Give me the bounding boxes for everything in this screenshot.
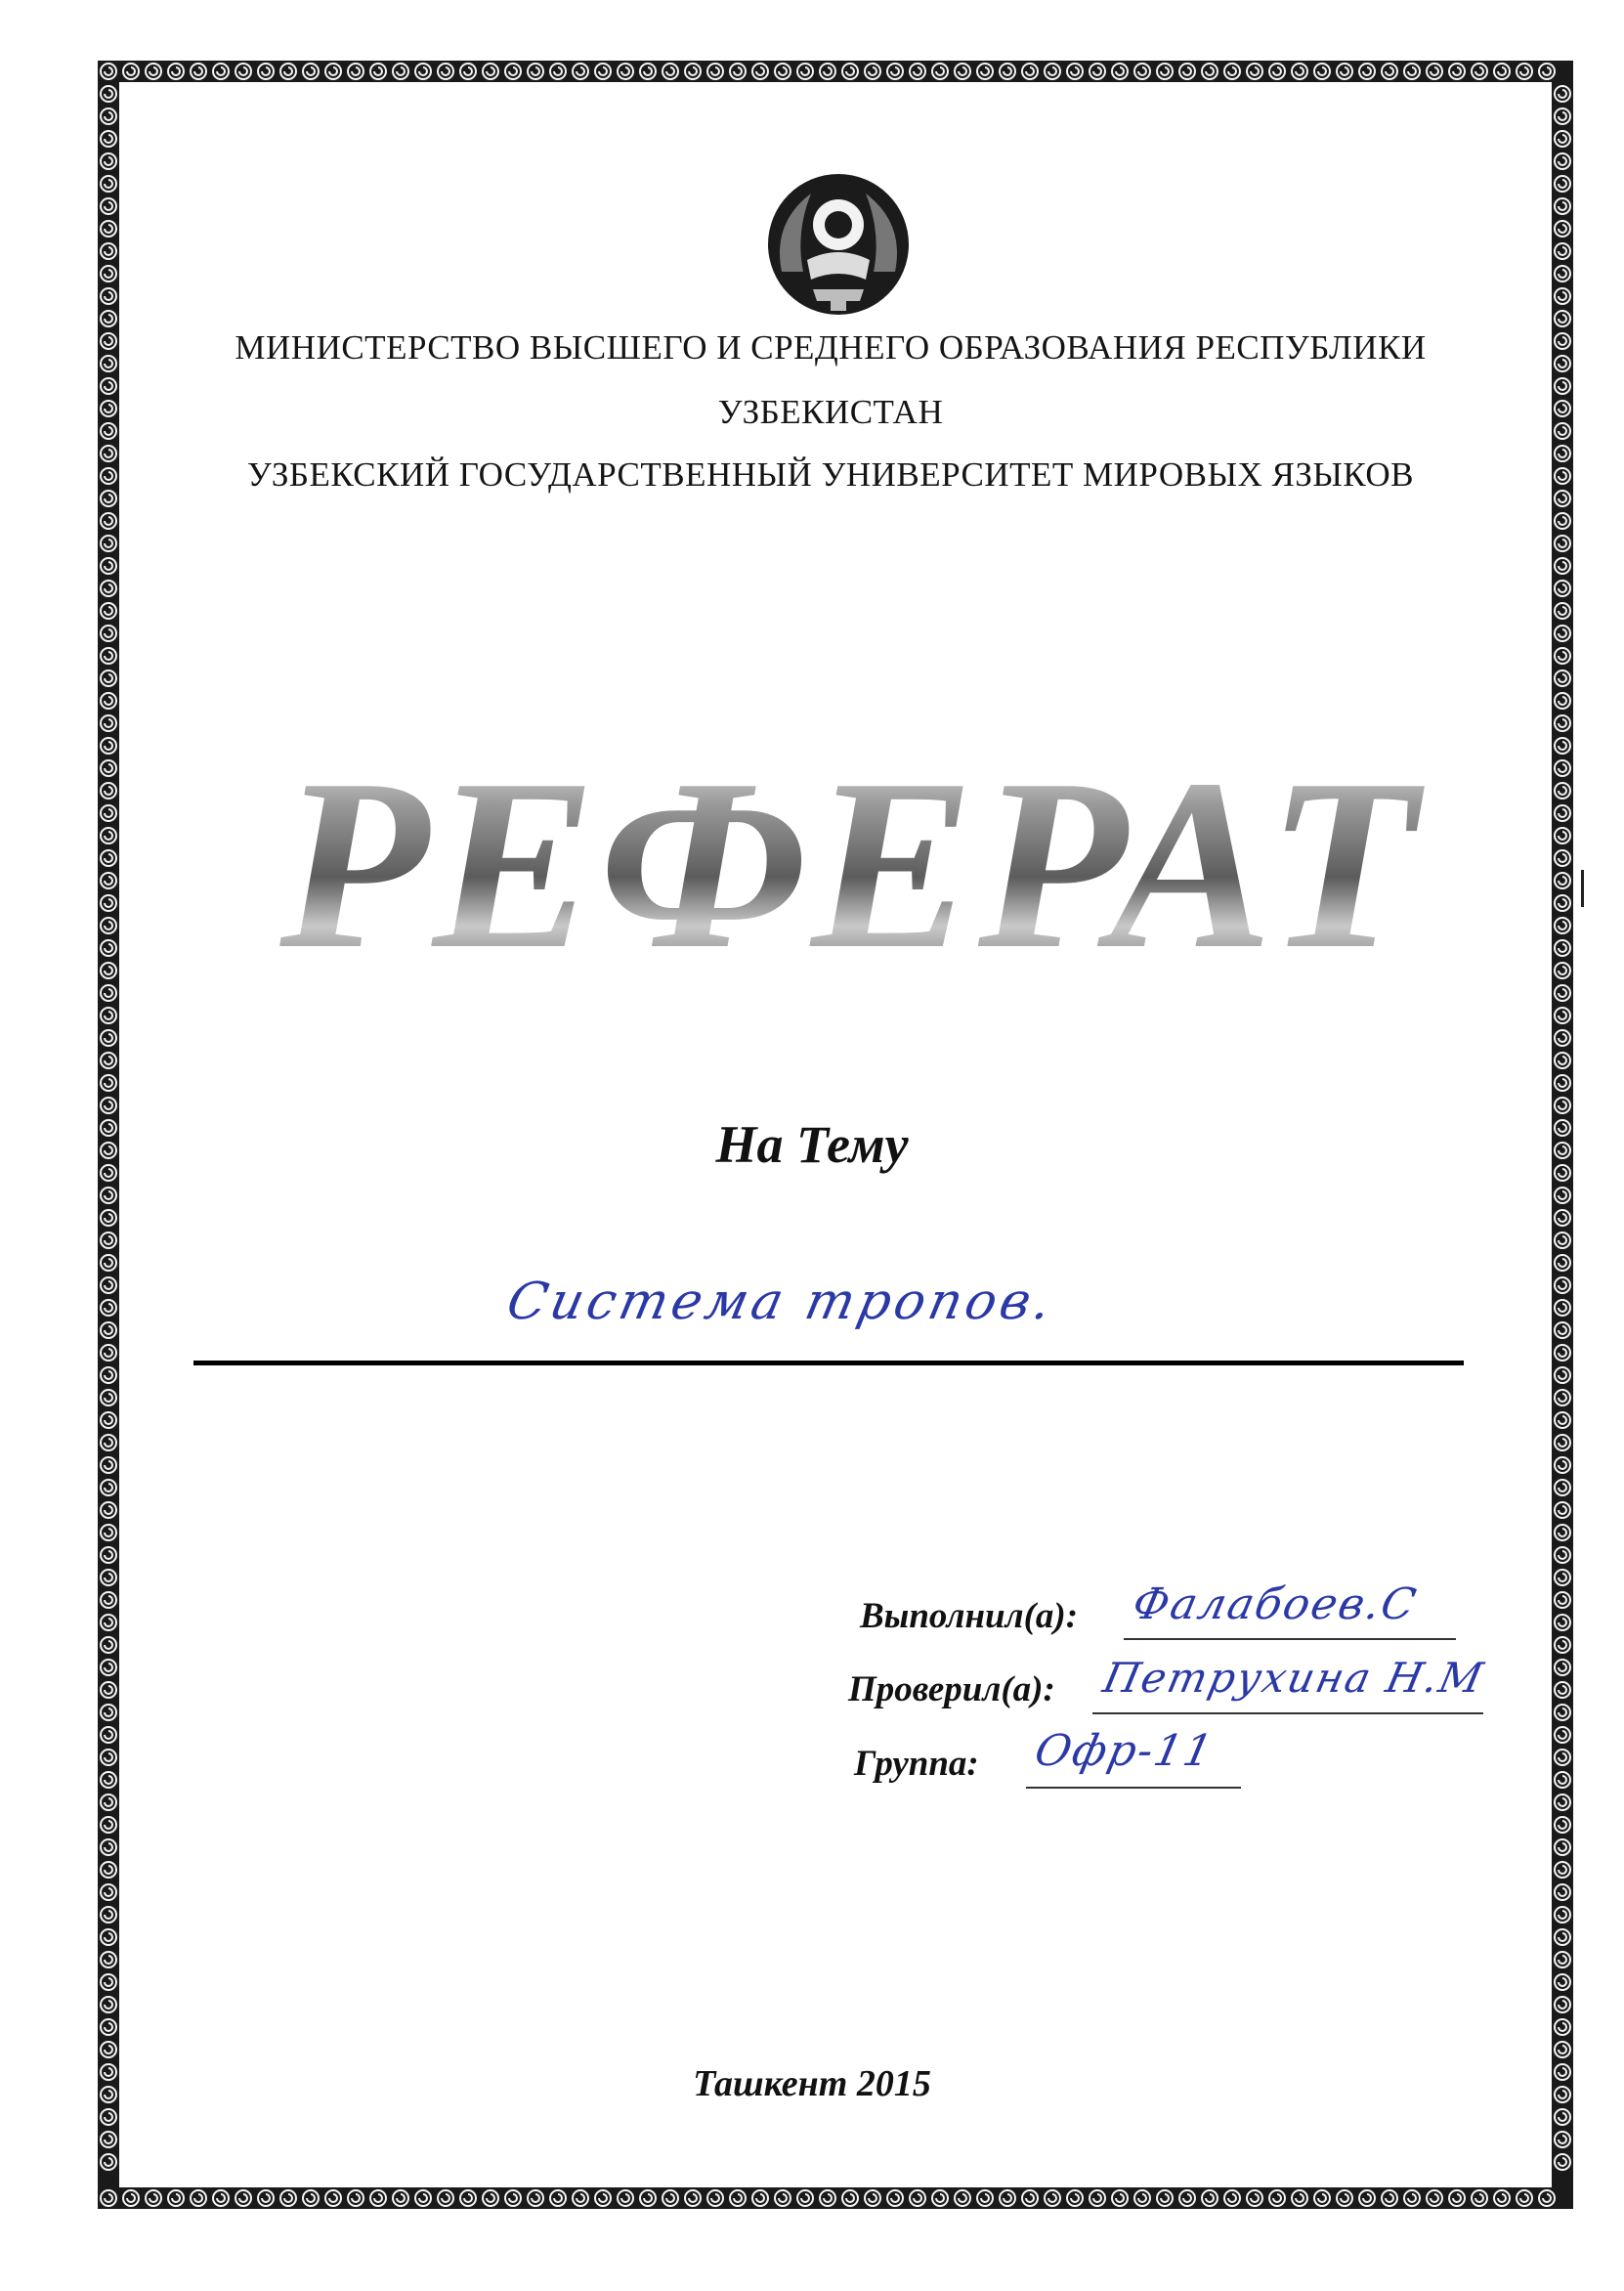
group-underline [1026, 1787, 1241, 1789]
checked-by-label: Проверил(а): [848, 1669, 1055, 1709]
topic-handwritten-value: Система тропов. [501, 1273, 1061, 1331]
university-name: УЗБЕКСКИЙ ГОСУДАРСТВЕННЫЙ УНИВЕРСИТЕТ МИРОВЫХ ЯЗЫКОВ [247, 455, 1414, 494]
state-emblem-icon [752, 154, 924, 326]
topic-underline [193, 1361, 1464, 1365]
checked-by-value: Петрухина Н.М [1098, 1654, 1489, 1702]
document-title: РЕФЕРАТ [176, 743, 1524, 987]
city-year: Ташкент 2015 [693, 2063, 931, 2104]
topic-heading: На Тему [715, 1115, 909, 1174]
scan-mark [1581, 870, 1584, 907]
performed-by-underline [1124, 1638, 1456, 1640]
performed-by-label: Выполнил(а): [860, 1596, 1079, 1636]
group-value: Офр-11 [1030, 1726, 1218, 1776]
performed-by-value: Фалабоев.С [1128, 1579, 1423, 1629]
checked-by-underline [1092, 1712, 1483, 1714]
ministry-name-line2: УЗБЕКИСТАН [717, 393, 944, 431]
group-label: Группа: [854, 1744, 979, 1784]
ministry-name-line1: МИНИСТЕРСТВО ВЫСШЕГО И СРЕДНЕГО ОБРАЗОВАНИЯ РЕСПУБЛИКИ [235, 328, 1427, 367]
